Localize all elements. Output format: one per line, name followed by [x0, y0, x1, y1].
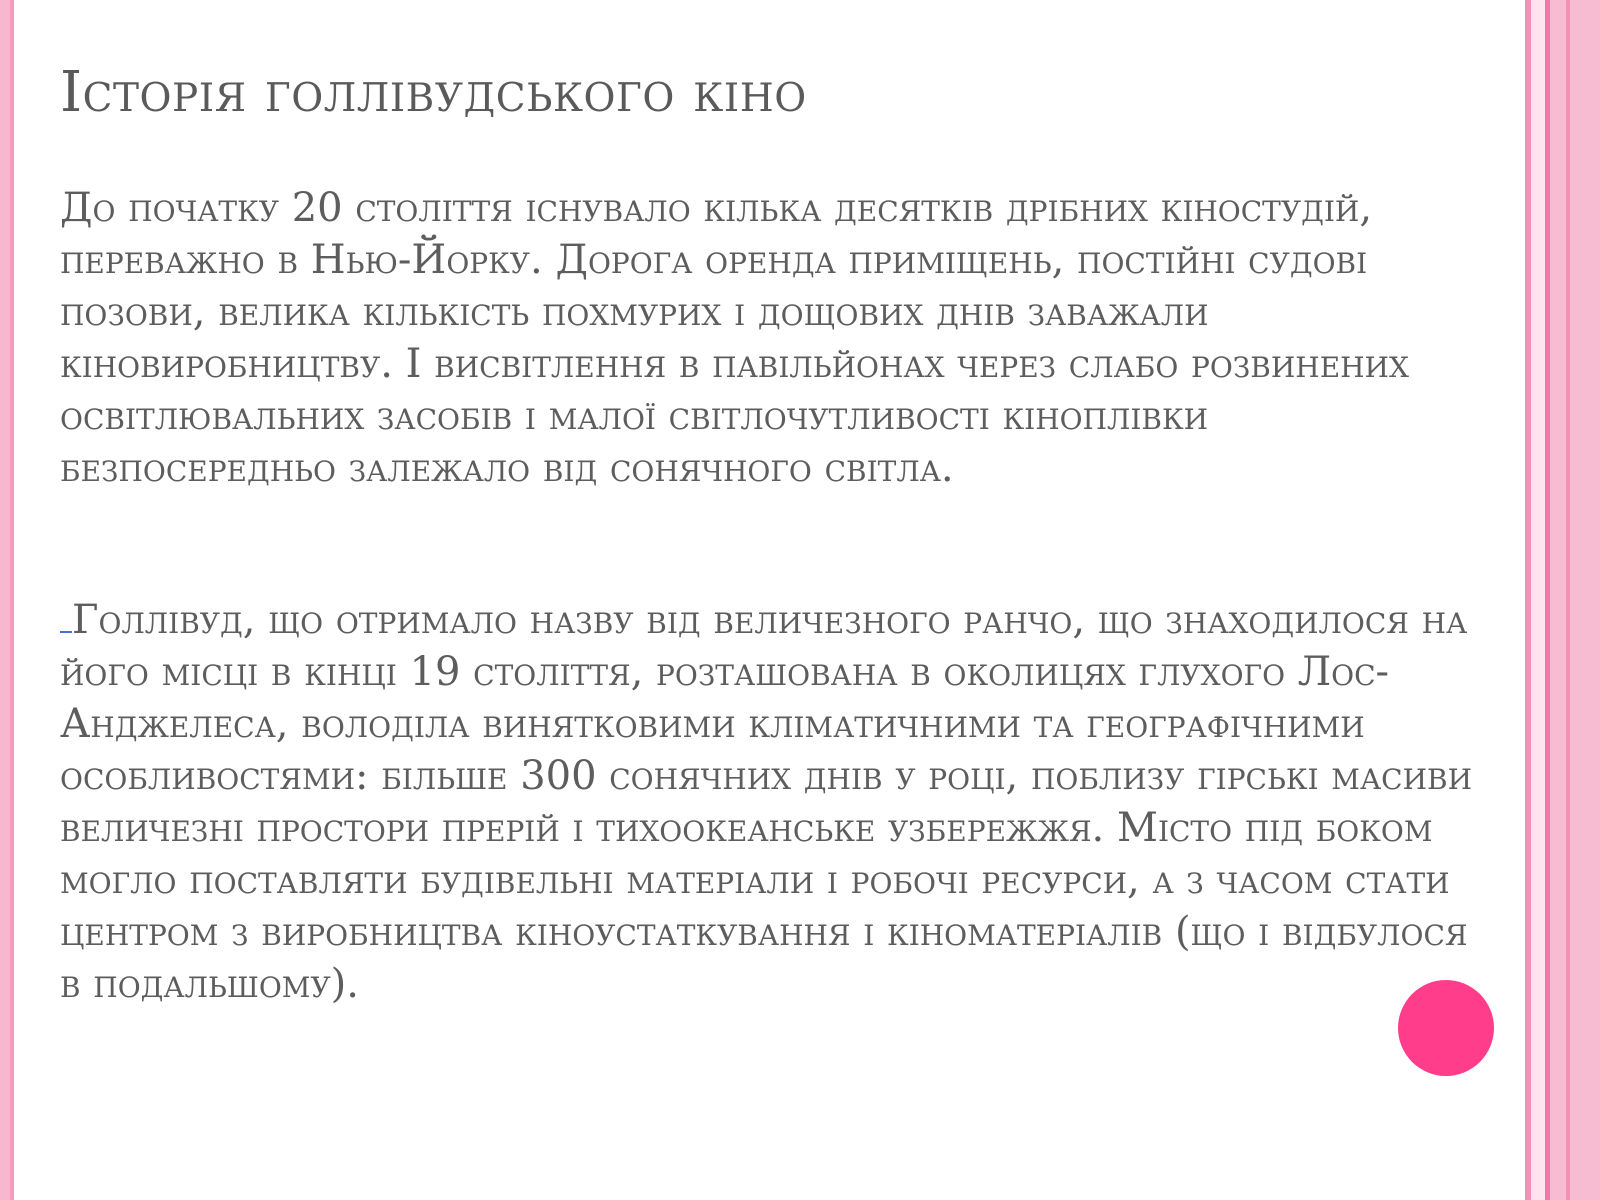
frame-right-line	[1545, 0, 1550, 1200]
text-cursor-marker	[60, 597, 72, 633]
frame-right-line	[1566, 0, 1570, 1200]
frame-right-light-stripe	[1531, 0, 1545, 1200]
paragraph-2-text: Голлівуд, що отримало назву від величезного ранчо, що знаходилося на його місці в кінці 19 століття, розташована в околицях глухого Лос-Анджелеса, володіла винятковими кліматичними та географічними особливостями: більше 300 сонячних днів у році, поблизу гірські масиви величезні простори прерій і тихоокеанське узбережжя. Місто під боком могло поставляти будівельні матеріали і робочі ресурси, а з часом стати центром з виробництва кіноустаткування і кіноматеріалів (що і відбулося в подальшому).	[60, 597, 1472, 1007]
frame-right-line	[1525, 0, 1531, 1200]
paragraph-2	[60, 594, 1490, 1010]
decorative-circle	[1398, 980, 1494, 1076]
frame-left-border	[0, 0, 10, 1200]
slide-title: Історія голлівудського кіно	[60, 60, 807, 125]
frame-left-line	[10, 0, 14, 1200]
paragraph-1: До початку 20 століття існувало кілька десятків дрібних кіностудій, переважно в Нью-Йорку. Дорога оренда приміщень, постійні судові позови, велика кількість похмурих і дощових днів заважали кіновиробництву. І висвітлення в павільйонах через слабо розвинених освітлювальних засобів і малої світлочутливості кіноплівки безпосередньо залежало від сонячного світла.	[60, 185, 1409, 491]
